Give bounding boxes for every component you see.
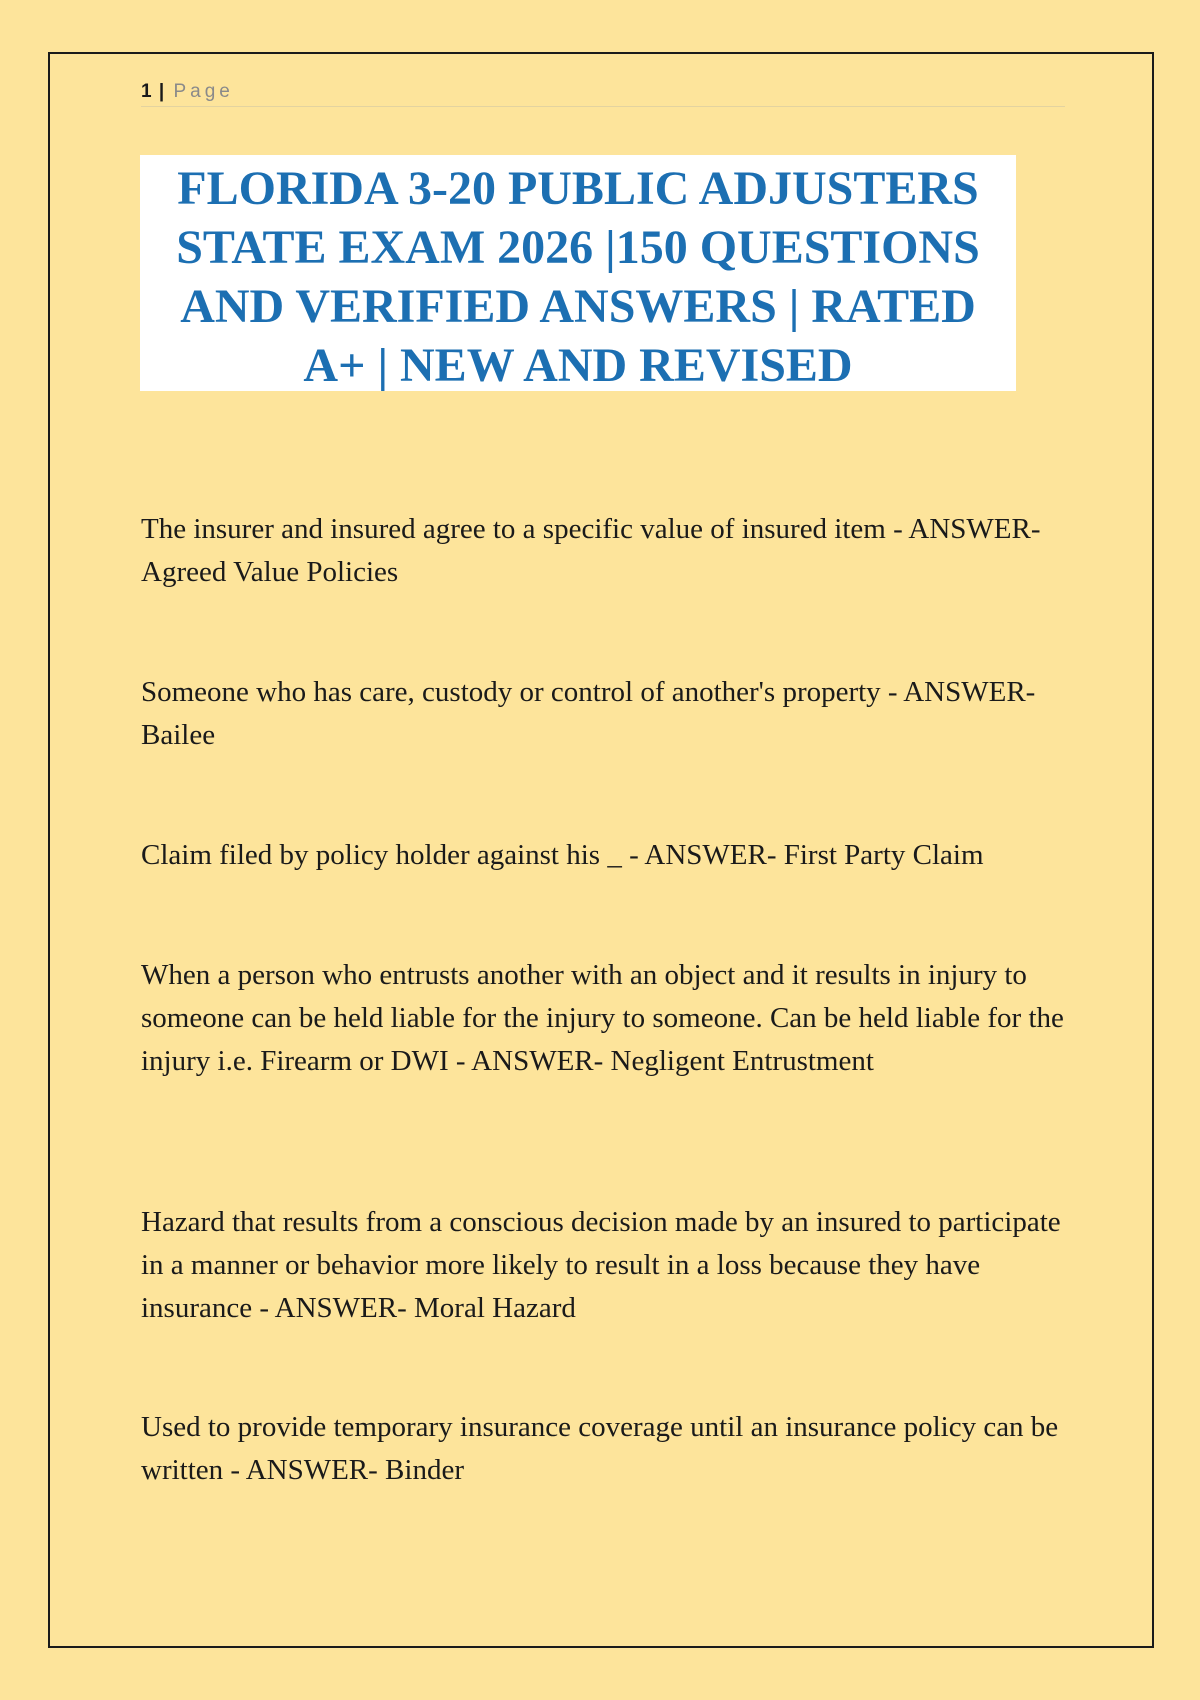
qa-item: When a person who entrusts another with an object and it results in injury to someone can be held liable for the injury to someone. Can be held liable for the injury i.e. Firearm or DWI - ANSWER- Negligent Entrustment xyxy=(141,959,1064,1077)
qa-item: Claim filed by policy holder against his _ - ANSWER- First Party Claim xyxy=(141,839,984,871)
qa-item: Used to provide temporary insurance coverage until an insurance policy can be written - ANSWER- Binder xyxy=(141,1411,1059,1486)
qa-item: Someone who has care, custody or control of another's property - ANSWER- Bailee xyxy=(141,676,1036,751)
header-separator: | xyxy=(158,81,165,102)
page-header xyxy=(141,78,1065,107)
document-title: FLORIDA 3-20 PUBLIC ADJUSTERS STATE EXAM 2026 |150 QUESTIONS AND VERIFIED ANSWERS | RATED A+ | NEW AND REVISED xyxy=(176,162,980,392)
page-number: 1 xyxy=(141,81,152,102)
qa-item: Hazard that results from a conscious decision made by an insured to participate in a manner or behavior more likely to result in a loss because they have insurance - ANSWER- Moral Hazard xyxy=(141,1206,1061,1324)
qa-item: The insurer and insured agree to a specific value of insured item - ANSWER- Agreed Value Policies xyxy=(141,513,1041,588)
title-box xyxy=(140,155,1016,391)
page-label: Page xyxy=(173,81,234,102)
